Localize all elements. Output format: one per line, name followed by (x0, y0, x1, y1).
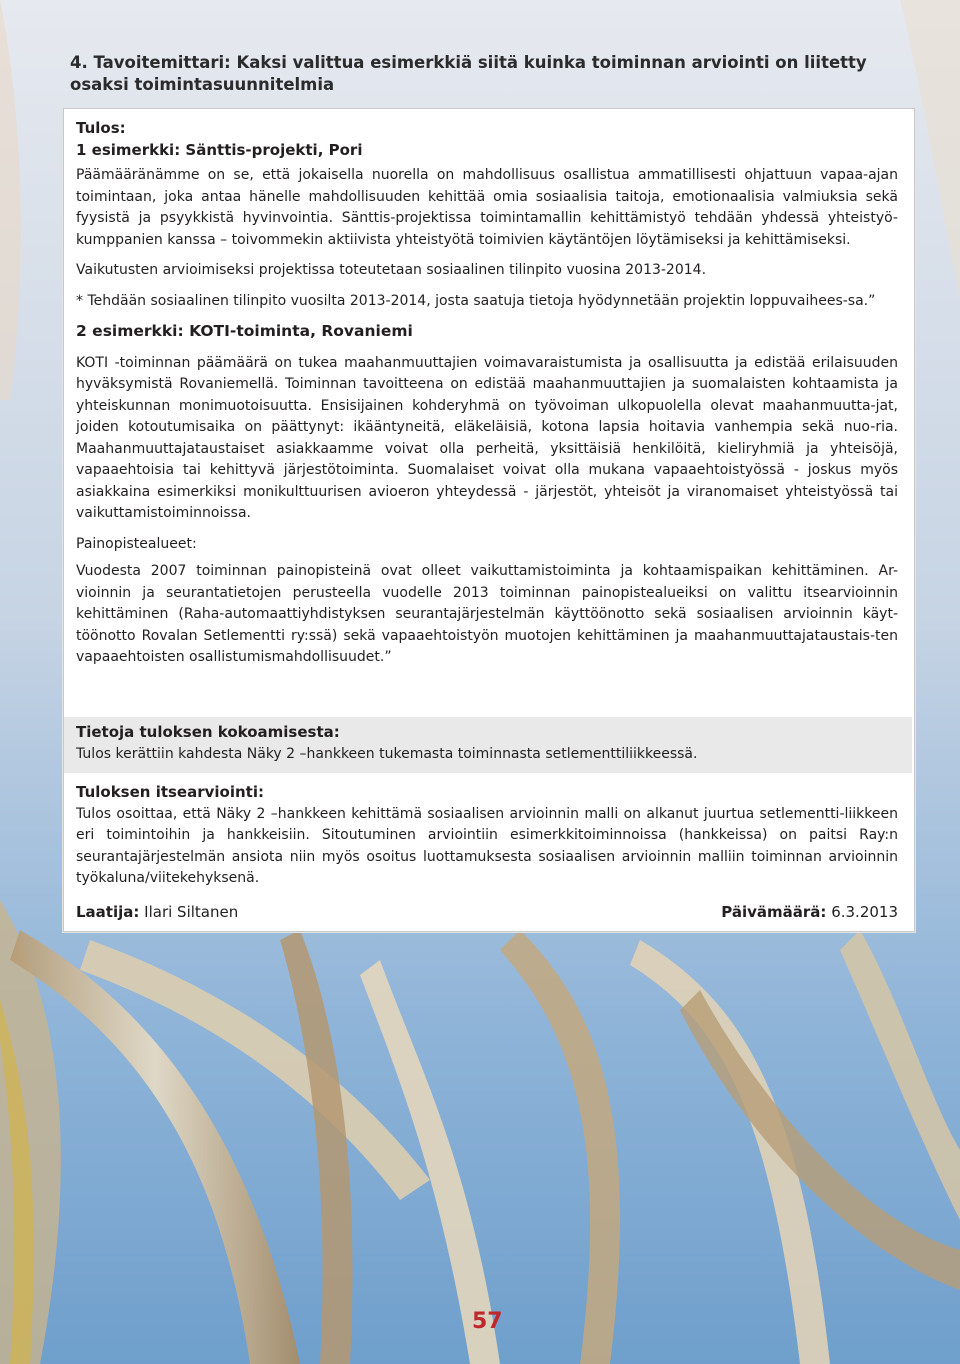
self-assessment-text: Tulos osoittaa, että Näky 2 –hankkeen kehittämä sosiaalisen arvioinnin malli on alkanut juurtua setlementti-liikkeen eri toimintoihin ja hankkeisiin. Sitoutuminen arviointiin esimerkkitoiminnoissa (hankkeissa) on paitsi Ray:n seurantajärjestelmän ansiota niin myös osoitus luottamuksesta sosiaalisen arvioinnin malliin toiminnan arvioinnin työkaluna/viitekehyksenä. (76, 805, 898, 886)
focus-label: Painopistealueet: (76, 535, 197, 552)
self-assessment-section (76, 782, 898, 890)
example1-title: 1 esimerkki: Sänttis-projekti, Pori (76, 140, 363, 159)
author (76, 902, 238, 922)
author-name: Ilari Siltanen (144, 903, 239, 921)
example2-title: 2 esimerkki: KOTI-toiminta, Rovaniemi (76, 322, 413, 340)
collection-section (76, 722, 898, 765)
example1-paragraph: Päämääränämme on se, että jokaisella nuorella on mahdollisuus osallistua ammatillisesti ohjattuun vapaa-ajan toimintaan, joka antaa hänelle mahdollisuuden kehittää omia sosiaalisia taitoja, emotionaalisia valmiuksia sekä fyysistä ja psyykkistä hyvinvointia. Sänttis-projektissa toimintamallin kehittämistyö tehdään yhdessä yhteistyö-kumppanien kanssa – toivommekin aktiivista yhteistyötä toimivien käytäntöjen löytämiseksi ja kehittämiseksi. (76, 167, 898, 248)
author-label: Laatija: (76, 903, 140, 921)
page-heading: 4. Tavoitemittari: Kaksi valittua esimerkkiä siitä kuinka toiminnan arviointi on liitetty osaksi toimintasuunnitelmia (70, 53, 867, 94)
signature-row (76, 902, 898, 922)
focus-paragraph: Vuodesta 2007 toiminnan painopisteinä ovat olleet vaikuttamistoiminta ja kohtaamispaikan kehittäminen. Ar-vioinnin ja seurantatietojen perusteella vuodelle 2013 toiminnan painopistealueiksi on valittu itsearvioinnin kehittäminen (Raha-automaattiyhdistyksen seurantajärjestelmän käyttöönotto sekä sosiaalisen arvioinnin käyt-töönotto Rovalan Setlementti ry:ssä) sekä vapaaehtoistyön muotojen kehittäminen ja maahanmuuttajataustais-ten vapaaehtoisten osallistumismahdollisuudet.” (76, 563, 898, 665)
date-label: Päivämäärä: (721, 903, 827, 921)
example1-note: * Tehdään sosiaalinen tilinpito vuosilta 2013-2014, josta saatuja tietoja hyödynnetään projektin loppuvaihees-sa.” (76, 292, 876, 309)
date (721, 902, 898, 922)
example2-paragraph: KOTI -toiminnan päämäärä on tukea maahanmuuttajien voimavaraistumista ja osallisuutta ja edistää erilaisuuden hyväksymistä Rovaniemellä. Toiminnan tavoitteena on edistää maahanmuuttajien ja suomalaisten kohtaamista ja yhteiskunnan monimuotoisuutta. Ensisijainen kohderyhmä on työvoiman ulkopuolella olevat maahanmuutta-jat, joiden kotoutumisaika on päättynyt: ikääntyneitä, eläkeläisiä, kotona lapsia hoitavia vanhempia sekä nuo-ria. Maahanmuuttajataustaiset asiakkaamme voivat olla perheitä, yksittäisiä henkilöitä, kieliryhmiä ja yhteisöjä, vapaaehtoisia tai kehittyvä järjestötoiminta. Suomalaiset voivat olla mukana vapaaehtoistyössä - joskus myös asiakkaina esimerkiksi monikulttuurisen avioeron yhteydessä - järjestöt, yhteisöt ja viranomaiset yhteistyössä tai vaikuttamistoiminnoissa. (76, 354, 898, 521)
result-label: Tulos: (76, 119, 126, 137)
page-number: 57 (472, 1309, 503, 1334)
collection-label: Tietoja tuloksen kokoamisesta: (76, 723, 340, 741)
example1-evaluation: Vaikutusten arvioimiseksi projektissa toteutetaan sosiaalinen tilinpito vuosina 2013-2014. (76, 262, 707, 278)
date-value: 6.3.2013 (831, 903, 898, 921)
collection-text: Tulos kerättiin kahdesta Näky 2 –hankkeen tukemasta toiminnasta setlementtiliikkeessä. (76, 745, 698, 762)
result-section (76, 118, 898, 678)
self-assessment-label: Tuloksen itsearviointi: (76, 783, 264, 801)
